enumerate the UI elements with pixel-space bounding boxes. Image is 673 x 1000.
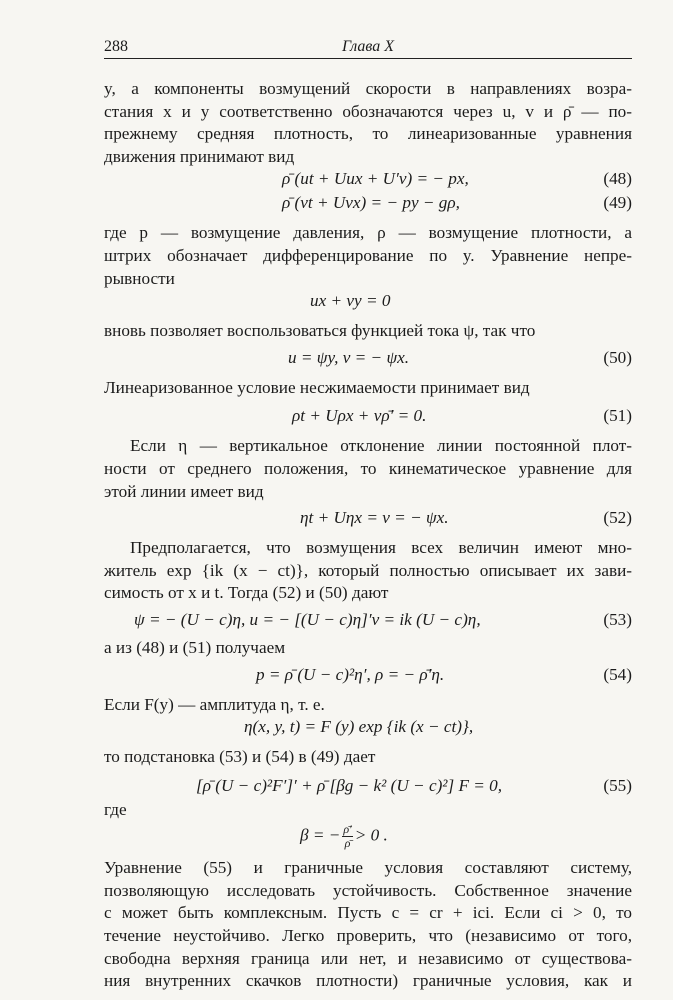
equation-number: (52) bbox=[603, 508, 632, 528]
text-line: этой линии имеет вид bbox=[104, 481, 264, 501]
equation-55 bbox=[104, 775, 632, 799]
equation-formula: p = ρ̄ (U − c)²η′, ρ = − ρ̄′η. bbox=[256, 664, 445, 684]
equation-number: (53) bbox=[603, 609, 632, 629]
equation-48 bbox=[104, 168, 632, 192]
text-line: свободна верхняя граница или нет, и независимо от существова- bbox=[104, 948, 632, 968]
equation-beta bbox=[104, 821, 632, 851]
equation-formula: η(x, y, t) = F (y) exp {ik (x − ct)}, bbox=[244, 717, 474, 737]
equation-number: (54) bbox=[603, 664, 632, 684]
text-line: Линеаризованное условие несжимаемости принимает вид bbox=[104, 377, 530, 397]
equation-number: (55) bbox=[603, 775, 632, 795]
text-line: житель exp {ik (x − ct)}, который полностью описывает их зави- bbox=[104, 560, 632, 580]
equation-formula: ρ̄ (vt + Uvx) = − py − gρ, bbox=[282, 193, 460, 213]
header-rule bbox=[104, 58, 632, 59]
equation-50 bbox=[104, 347, 632, 371]
text-line: симость от x и t. Тогда (52) и (50) дают bbox=[104, 583, 389, 603]
chapter-title: Глава X bbox=[341, 38, 395, 55]
equation-number: (49) bbox=[603, 193, 632, 213]
equation-51 bbox=[104, 405, 632, 429]
equation-formula: ρ̄ (ut + Uux + U′v) = − px, bbox=[282, 169, 469, 189]
equation-number: (51) bbox=[603, 406, 632, 426]
fraction-numerator: ρ̄′ bbox=[343, 822, 352, 837]
beta-lhs: β = − bbox=[300, 825, 341, 845]
fraction bbox=[342, 823, 352, 850]
text-line: Предполагается, что возмущения всех величин имеют мно- bbox=[130, 538, 632, 558]
text-line: где bbox=[104, 799, 127, 819]
text-line: где p — возмущение давления, ρ — возмущение плотности, а bbox=[104, 223, 632, 243]
page-body bbox=[104, 78, 632, 993]
text-line: Если F(y) — амплитуда η, т. е. bbox=[104, 694, 325, 714]
equation-eta-definition bbox=[104, 716, 632, 740]
text-line: вновь позволяет воспользоваться функцией тока ψ, так что bbox=[104, 321, 536, 341]
text-line: а из (48) и (51) получаем bbox=[104, 637, 286, 657]
text-line: Если η — вертикальное отклонение линии постоянной плот- bbox=[130, 436, 632, 456]
equation-number: (48) bbox=[603, 169, 632, 189]
equation-52 bbox=[104, 507, 632, 531]
text-line: штрих обозначает дифференцирование по y. Уравнение непре- bbox=[104, 245, 632, 265]
running-header bbox=[104, 36, 632, 58]
text-line: течение неустойчиво. Легко проверить, что (независимо от того, bbox=[104, 926, 632, 946]
text-line: рывности bbox=[104, 268, 175, 288]
text-line: ности от среднего положения, то кинематическое уравнение для bbox=[104, 458, 632, 478]
equation-54 bbox=[104, 664, 632, 688]
text-line: c может быть комплексным. Пусть c = cr + ici. Если ci > 0, то bbox=[104, 903, 632, 923]
equation-formula bbox=[300, 823, 388, 850]
equation-53 bbox=[104, 609, 632, 633]
equation-continuity bbox=[104, 290, 632, 314]
equation-49 bbox=[104, 192, 632, 216]
text-line: движения принимают вид bbox=[104, 146, 295, 166]
text-line: Уравнение (55) и граничные условия составляют систему, bbox=[104, 858, 632, 878]
equation-formula: ηt + Uηx = v = − ψx. bbox=[300, 508, 449, 528]
text-line: позволяющую исследовать устойчивость. Собственное значение bbox=[104, 880, 632, 900]
equation-formula: ρt + Uρx + vρ̄′ = 0. bbox=[292, 406, 427, 426]
text-line: то подстановка (53) и (54) в (49) дает bbox=[104, 747, 376, 767]
equation-formula: ψ = − (U − c)η, u = − [(U − c)η]′v = ik (U − c)η, bbox=[134, 609, 481, 629]
equation-number: (50) bbox=[603, 347, 632, 367]
text-line: y, а компоненты возмущений скорости в направлениях возра- bbox=[104, 79, 632, 98]
fraction-denominator: ρ̄ bbox=[344, 836, 351, 851]
text-line: прежнему средняя плотность, то линеаризованные уравнения bbox=[104, 124, 632, 144]
equation-formula: [ρ̄ (U − c)²F′]′ + ρ̄ [βg − k² (U − c)²] F = 0, bbox=[196, 775, 503, 795]
beta-rhs: > 0 . bbox=[354, 825, 388, 845]
text-line: стания x и y соответственно обозначаются через u, v и ρ̄ — по- bbox=[104, 101, 632, 121]
equation-formula: ux + vy = 0 bbox=[310, 291, 391, 311]
page-number: 288 bbox=[104, 38, 128, 55]
equation-formula: u = ψy, v = − ψx. bbox=[288, 347, 410, 367]
text-line: ния внутренних скачков плотности) граничные условия, как и bbox=[104, 971, 632, 991]
